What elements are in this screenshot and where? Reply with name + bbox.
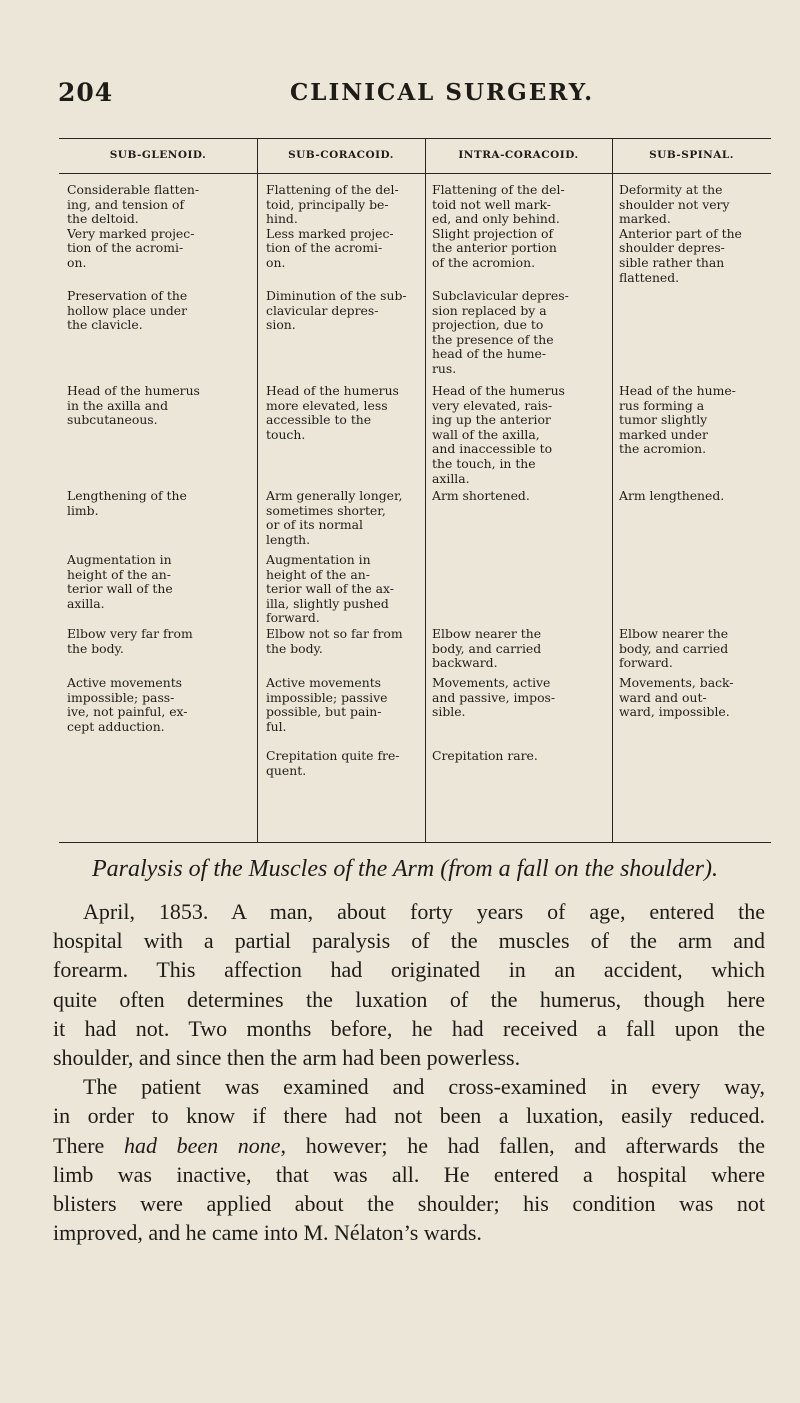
column-header-sub-coracoid: SUB-CORACOID.: [288, 149, 394, 161]
text-fragment: There: [53, 1132, 124, 1158]
table-cell: Arm lengthened.: [619, 488, 725, 503]
table-cell: Movements, active and passive, impos- sible.: [432, 675, 556, 720]
table-cell: Head of the hume- rus forming a tumor slightly marked under the acromion.: [619, 383, 736, 457]
text-line: The patient was examined and cross-examined in every way,: [83, 1074, 765, 1100]
table-cell: Augmentation in height of the an- terior wall of the axilla.: [67, 552, 173, 611]
body-text: [53, 897, 765, 1247]
text-line: hospital with a partial paralysis of the muscles of the arm and: [53, 928, 765, 954]
text-line: blisters were applied about the shoulder; his condition was not: [53, 1191, 765, 1217]
table-cell: Elbow very far from the body.: [67, 626, 193, 656]
column-header-sub-glenoid: SUB-GLENOID.: [109, 149, 207, 161]
page-number: 204: [58, 78, 114, 107]
table-cell: Active movements impossible; pass- ive, not painful, ex- cept adduction.: [67, 675, 188, 734]
table-cell: Crepitation rare.: [432, 748, 538, 763]
table-cell: Flattening of the del- toid not well mark- ed, and only behind. Slight projection of the anterior portion of the acromion.: [432, 182, 565, 270]
running-head: CLINICAL SURGERY.: [290, 79, 595, 106]
comparison-table: [59, 138, 771, 843]
table-cell: Subclavicular depres- sion replaced by a projection, due to the presence of the head of the hume- rus.: [432, 288, 569, 376]
table-cell: Diminution of the sub- clavicular depres- sion.: [266, 288, 407, 333]
header-rule: [59, 173, 771, 174]
text-line: in order to know if there had not been a luxation, easily reduced.: [53, 1103, 765, 1129]
table-cell: Arm shortened.: [432, 488, 530, 503]
italic-phrase: had been none: [123, 1132, 281, 1158]
table-cell: Movements, back- ward and out- ward, impossible.: [619, 675, 734, 720]
table-cell: Active movements impossible; passive possible, but pain- ful.: [266, 675, 388, 734]
table-cell: Considerable flatten- ing, and tension of the deltoid. Very marked projec- tion of the acromi- on.: [67, 182, 200, 270]
column-divider: [257, 139, 258, 842]
table-cell: Preservation of the hollow place under the clavicle.: [67, 288, 188, 333]
column-header-intra-coracoid: INTRA-CORACOID.: [458, 149, 579, 161]
column-header-sub-spinal: SUB-SPINAL.: [649, 149, 734, 161]
table-cell: Elbow nearer the body, and carried forward.: [619, 626, 729, 671]
text-line: forearm. This affection had originated in an accident, which: [53, 957, 765, 983]
table-cell: Elbow not so far from the body.: [266, 626, 403, 656]
text-line: April, 1853. A man, about forty years of age, entered the: [83, 899, 765, 924]
table-cell: Augmentation in height of the an- terior wall of the ax- illa, slightly pushed forward.: [266, 552, 394, 626]
table-cell: Head of the humerus very elevated, rais- ing up the anterior wall of the axilla, and inaccessible to the touch, in the axilla.: [432, 383, 565, 486]
page-header: [58, 78, 778, 108]
text-line: shoulder, and since then the arm had been powerless.: [53, 1045, 521, 1071]
text-line: it had not. Two months before, he had received a fall upon the: [53, 1015, 765, 1041]
table-cell: Head of the humerus more elevated, less accessible to the touch.: [266, 383, 399, 442]
column-divider: [612, 139, 613, 842]
table-cell: Flattening of the del- toid, principally be- hind. Less marked projec- tion of the acromi- on.: [266, 182, 399, 270]
table-cell: Lengthening of the limb.: [67, 488, 187, 518]
table-cell: Arm generally longer, sometimes shorter, or of its normal length.: [266, 488, 403, 547]
text-line: [53, 1131, 765, 1160]
text-line: limb was inactive, that was all. He entered a hospital where: [53, 1161, 765, 1187]
table-cell: Elbow nearer the body, and carried backward.: [432, 626, 542, 671]
text-line: quite often determines the luxation of the humerus, though here: [53, 986, 765, 1012]
table-cell: Crepitation quite fre- quent.: [266, 748, 400, 778]
text-fragment: , however; he had fallen, and afterwards the: [280, 1132, 766, 1158]
table-cell: Deformity at the shoulder not very marked. Anterior part of the shoulder depres- sible rather than flattened.: [619, 182, 742, 285]
table-cell: Head of the humerus in the axilla and subcutaneous.: [67, 383, 200, 428]
text-line: improved, and he came into M. Nélaton’s wards.: [53, 1220, 482, 1246]
section-title: Paralysis of the Muscles of the Arm (from a fall on the shoulder).: [92, 856, 718, 882]
